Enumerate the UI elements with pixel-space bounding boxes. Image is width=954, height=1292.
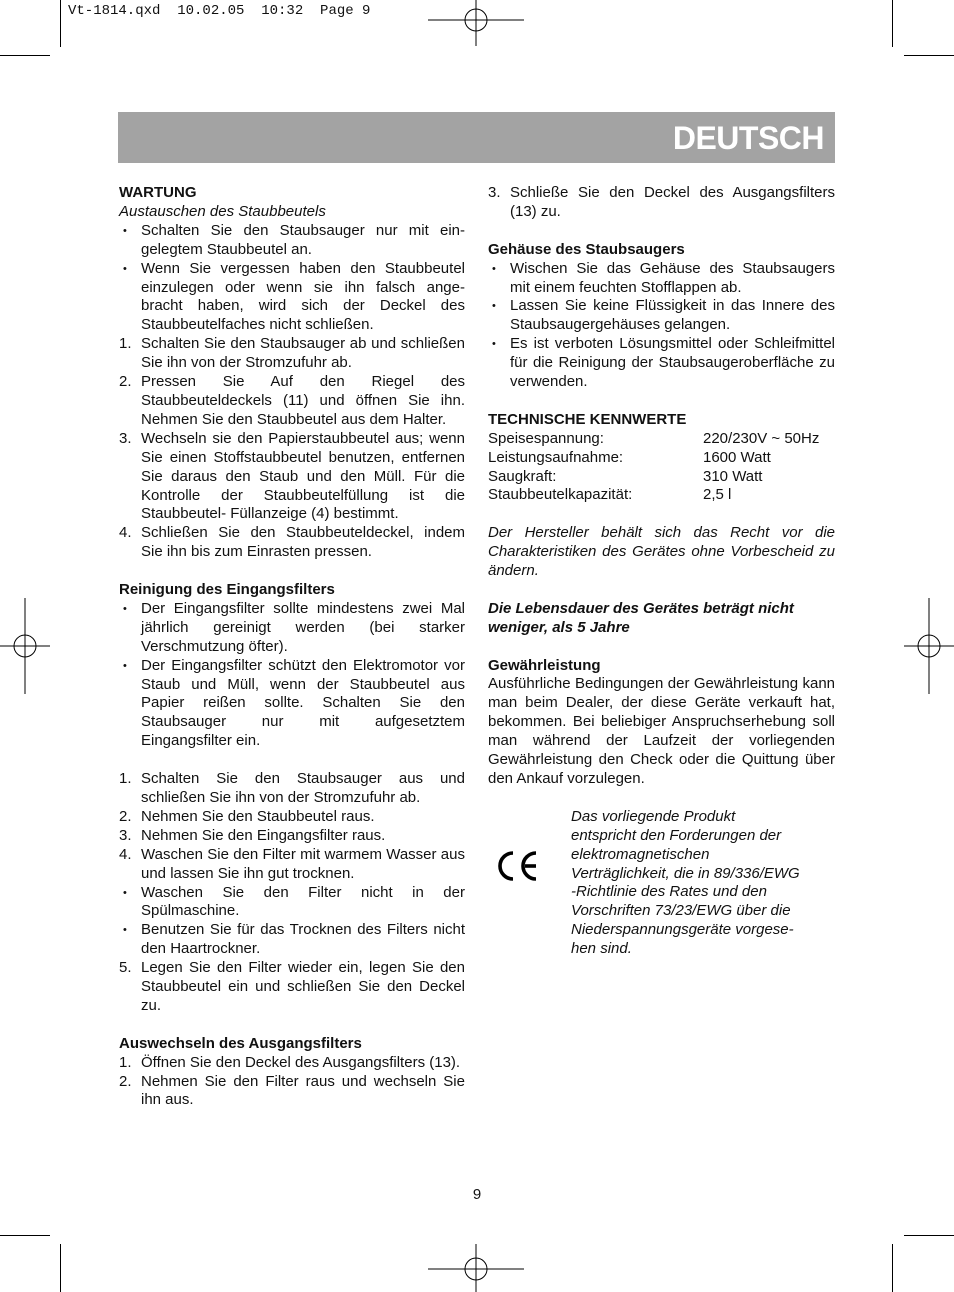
section-title-eingangsfilter: Reinigung des Eingangsfilters bbox=[119, 581, 335, 599]
right-column bbox=[488, 184, 835, 958]
crop-mark bbox=[892, 0, 893, 47]
list-item: • Waschen Sie den Filter nicht in der Spülmaschine. bbox=[123, 883, 465, 920]
subsection-title: Austauschen des Staubbeutels bbox=[119, 202, 326, 220]
crop-mark bbox=[60, 0, 61, 47]
section-title-technische-kennwerte: TECHNISCHE KENNWERTE bbox=[488, 410, 687, 428]
list-item: 1. Öffnen Sie den Deckel des Ausgangsfilters (13). bbox=[119, 1053, 461, 1071]
registration-mark-top bbox=[428, 0, 524, 50]
list-item: 5. Legen Sie den Filter wieder ein, legen Sie den Staubbeutel ein und schließen Sie den Deckel zu. bbox=[119, 959, 465, 1014]
banner-title: DEUTSCH bbox=[672, 120, 824, 156]
warranty-text: Ausführliche Bedingungen der Gewährleistung kann man beim Dealer, der diese Geräte verkauft hat, bekommen. Bei beliebiger Anspruchserhebung soll man während der Laufzeit der vorliegenden Gewährleistung den Check oder die Quittung über den Ankauf vorzulegen. bbox=[488, 675, 835, 788]
list-item: • Benutzen Sie für das Trocknen des Filters nicht den Haartrockner. bbox=[123, 921, 465, 958]
list-item: 1. Schalten Sie den Staubsauger aus und schließen Sie ihn von der Stromzufuhr ab. bbox=[119, 770, 465, 806]
crop-mark bbox=[0, 1235, 50, 1236]
list-item: • Wenn Sie vergessen haben den Staubbeutel einzulegen oder wenn sie ihn falsch ange- bracht haben, wird sich der Deckel des Staubbeutelfaches nicht schließen. bbox=[123, 259, 465, 334]
list-item: • Der Eingangsfilter sollte mindestens zwei Mal jährlich gereinigt werden (bei starker Verschmutzung öfter). bbox=[123, 599, 465, 655]
list-item: 2. Nehmen Sie den Staubbeutel raus. bbox=[119, 807, 375, 825]
crop-mark bbox=[904, 55, 954, 56]
list-item: 3. Wechseln sie den Papierstaubbeutel aus; wenn Sie einen Stoffstaubbeutel benutzen, entfernen Sie daraus den Staub und den Müll. Für die Kontrolle der Staubbeutelfüllung ist die Staubbeutel- Füllanzeige (4) bestimmt. bbox=[119, 429, 465, 523]
spec-row: Leistungsaufnahme: 1600 Watt bbox=[488, 448, 771, 466]
section-title-ausgangsfilter: Auswechseln des Ausgangsfilters bbox=[119, 1034, 362, 1052]
file-slug: Vt-1814.qxd 10.02.05 10:32 Page 9 bbox=[68, 3, 371, 19]
bullet-icon: • bbox=[123, 224, 127, 237]
crop-mark bbox=[0, 55, 50, 56]
list-item: • Lassen Sie keine Flüssigkeit in das Innere des Staubsaugergehäuses gelangen. bbox=[492, 297, 835, 334]
language-banner bbox=[118, 112, 835, 163]
ce-mark-icon bbox=[494, 850, 540, 882]
crop-mark bbox=[60, 1244, 61, 1292]
list-item: • Der Eingangsfilter schützt den Elektromotor vor Staub und Müll, wenn der Staubbeutel aus Papier reißen sollte. Schalten Sie den Staubsauger nur mit aufgesetztem Eingangsfilter ein. bbox=[123, 656, 465, 750]
bullet-icon: • bbox=[123, 924, 127, 937]
list-item: 3. Nehmen Sie den Eingangsfilter raus. bbox=[119, 826, 386, 844]
section-title-wartung: WARTUNG bbox=[119, 184, 197, 201]
section-title-gehaeuse: Gehäuse des Staubsaugers bbox=[488, 240, 685, 258]
list-item: 4. Schließen Sie den Staubbeuteldeckel, indem Sie ihn bis zum Einrasten pressen. bbox=[119, 524, 465, 561]
section-title-gewaehrleistung: Gewährleistung bbox=[488, 656, 601, 674]
bullet-icon: • bbox=[492, 300, 496, 313]
registration-mark-bottom bbox=[428, 1244, 524, 1292]
bullet-icon: • bbox=[123, 659, 127, 672]
list-item: 2. Pressen Sie Auf den Riegel des Staubbeuteldeckels (11) und öffnen Sie ihn. Nehmen Sie den Staubbeutel aus dem Halter. bbox=[119, 373, 465, 428]
bullet-icon: • bbox=[492, 262, 496, 275]
crop-mark bbox=[904, 1235, 954, 1236]
bullet-icon: • bbox=[492, 338, 496, 351]
spec-row: Saugkraft: 310 Watt bbox=[488, 467, 763, 485]
manufacturer-note: Der Hersteller behält sich das Recht vor die Charakteristiken des Gerätes ohne Vorbescheid zu ändern. bbox=[488, 524, 835, 580]
list-item: • Schalten Sie den Staubsauger nur mit ein- gelegtem Staubbeutel an. bbox=[123, 221, 465, 258]
list-item: 1. Schalten Sie den Staubsauger ab und schließen Sie ihn von der Stromzufuhr ab. bbox=[119, 335, 465, 372]
registration-mark-right bbox=[904, 598, 954, 694]
crop-mark bbox=[892, 1244, 893, 1292]
lifetime-note: Die Lebensdauer des Gerätes beträgt nicht weniger, als 5 Jahre bbox=[488, 599, 794, 636]
ce-text: Das vorliegende Produkt entspricht den Forderungen der elektromagnetischen Verträglichkeit, die in 89/336/EWG -Richtlinie des Rates und den Vorschriften 73/23/EWG über die Niederspannungsgeräte vorgese- hen sind. bbox=[571, 807, 800, 958]
list-item: 2. Nehmen Sie den Filter raus und wechseln Sie ihn aus. bbox=[119, 1072, 465, 1109]
list-item: • Es ist verboten Lösungsmittel oder Schleifmittel für die Reinigung der Staubsaugeroberfläche zu verwenden. bbox=[492, 335, 835, 391]
list-item: 3. Schließe Sie den Deckel des Ausgangsfilters (13) zu. bbox=[488, 184, 835, 220]
bullet-icon: • bbox=[123, 602, 127, 615]
list-item: • Wischen Sie das Gehäuse des Staubsaugers mit einem feuchten Stofflappen ab. bbox=[492, 259, 835, 296]
bullet-icon: • bbox=[123, 262, 127, 275]
registration-mark-left bbox=[0, 598, 50, 694]
spec-row: Staubbeutelkapazität: 2,5 l bbox=[488, 486, 732, 504]
left-column bbox=[119, 184, 465, 1110]
list-item: 4. Waschen Sie den Filter mit warmem Wasser aus und lassen Sie ihn gut trocknen. bbox=[119, 845, 465, 882]
spec-row: Speisespannung: 220/230V ~ 50Hz bbox=[488, 429, 820, 447]
bullet-icon: • bbox=[123, 886, 127, 899]
ce-conformity bbox=[488, 808, 835, 958]
page-number: 9 bbox=[472, 1186, 482, 1203]
